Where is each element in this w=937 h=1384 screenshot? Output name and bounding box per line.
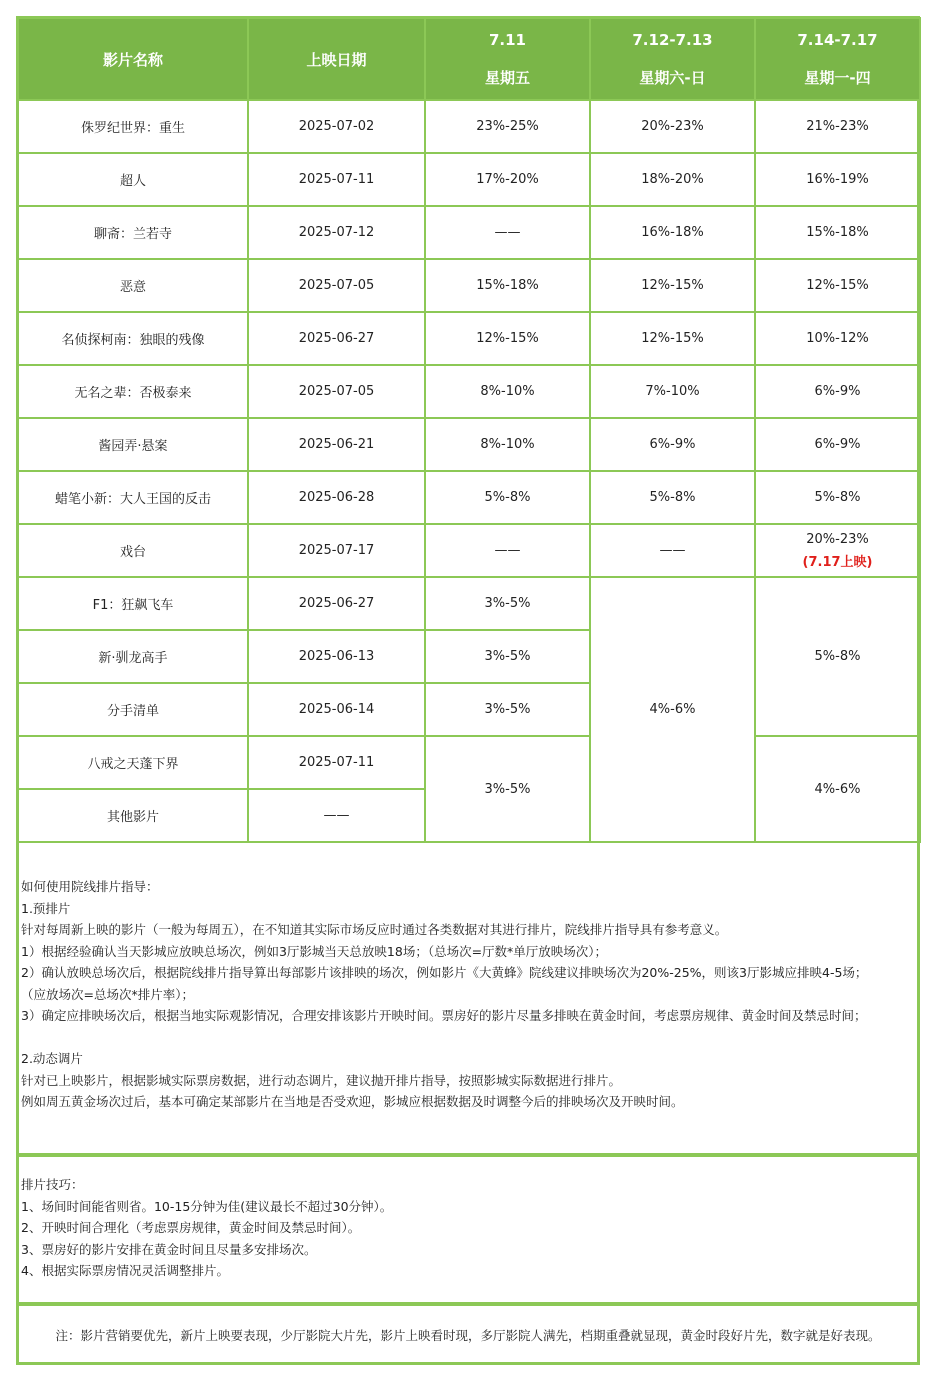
table-header-row (18, 18, 920, 100)
rate-cell: 6%-9% (755, 365, 920, 418)
rate-cell-merged: 4%-6% (590, 577, 755, 842)
rate-cell: 20%-23% (590, 100, 755, 153)
footer-note: 注：影片营销要优先，新片上映要表现，少厅影院大片先，影片上映看时现，多厅影院人满先，档期重叠就显现，黄金时段好片先，数字就是好表现。 (17, 1304, 919, 1364)
film-name: 聊斋：兰若寺 (18, 206, 248, 259)
guide-line: 3）确定应排映场次后，根据当地实际观影情况，合理安排该影片开映时间。票房好的影片尽量多排映在黄金时间，考虑票房规律、黄金时间及禁忌时间； (21, 1008, 867, 1023)
rate-cell: 17%-20% (425, 153, 590, 206)
table-row (18, 259, 920, 312)
period-date: 7.11 (488, 31, 526, 49)
rate-cell: 8%-10% (425, 365, 590, 418)
film-name: 八戒之天蓬下界 (18, 736, 248, 789)
tip-item: 4、根据实际票房情况灵活调整排片。 (21, 1263, 229, 1278)
rate-cell-merged: 5%-8% (755, 577, 920, 736)
release-date: 2025-07-11 (248, 736, 425, 789)
release-date: 2025-07-17 (248, 524, 425, 577)
period-weekday: 星期一-四 (804, 69, 871, 87)
tip-item: 2、开映时间合理化（考虑票房规律，黄金时间及禁忌时间）。 (21, 1220, 361, 1235)
rate-cell: 15%-18% (755, 206, 920, 259)
release-date: 2025-06-14 (248, 683, 425, 736)
film-name: 名侦探柯南：独眼的残像 (18, 312, 248, 365)
release-date: 2025-06-28 (248, 471, 425, 524)
rate-value: 20%-23% (806, 531, 869, 547)
table-row (18, 312, 920, 365)
rate-cell: 3%-5% (425, 577, 590, 630)
film-name: 其他影片 (18, 789, 248, 842)
guide-line: 例如周五黄金场次过后，基本可确定某部影片在当地是否受欢迎，影城应根据数据及时调整今后的排映场次及开映时间。 (21, 1094, 684, 1109)
release-date: —— (248, 789, 425, 842)
guide-title: 如何使用院线排片指导： (21, 879, 159, 894)
guide-step-title: 1.预排片 (21, 900, 71, 916)
film-name: 酱园弄·悬案 (18, 418, 248, 471)
rate-cell: —— (425, 206, 590, 259)
rate-cell: 16%-18% (590, 206, 755, 259)
guide-line: 针对每周新上映的影片（一般为每周五），在不知道其实际市场反应时通过各类数据对其进行排片，院线排片指导具有参考意义。 (21, 922, 728, 937)
rate-cell: —— (425, 524, 590, 577)
table-row (18, 153, 920, 206)
film-name: 超人 (18, 153, 248, 206)
period-weekday: 星期六-日 (639, 69, 706, 87)
rate-cell: 21%-23% (755, 100, 920, 153)
period-weekday: 星期五 (484, 69, 530, 87)
guide-section (17, 840, 919, 1155)
period-date: 7.12-7.13 (632, 31, 713, 49)
release-note: (7.17上映) (802, 554, 873, 570)
film-name: 蜡笔小新：大人王国的反击 (18, 471, 248, 524)
rate-cell: 15%-18% (425, 259, 590, 312)
table-row (18, 524, 920, 577)
rate-cell: 18%-20% (590, 153, 755, 206)
table-row (18, 206, 920, 259)
release-date: 2025-07-11 (248, 153, 425, 206)
schedule-table (17, 17, 921, 843)
table-row (18, 736, 920, 789)
rate-cell: 23%-25% (425, 100, 590, 153)
release-date: 2025-07-12 (248, 206, 425, 259)
rate-cell: 10%-12% (755, 312, 920, 365)
rate-cell: —— (590, 524, 755, 577)
film-name: 分手清单 (18, 683, 248, 736)
rate-cell: 3%-5% (425, 630, 590, 683)
rate-cell: 3%-5% (425, 683, 590, 736)
film-name: 戏台 (18, 524, 248, 577)
release-date: 2025-07-05 (248, 365, 425, 418)
rate-cell: 8%-10% (425, 418, 590, 471)
rate-cell: 12%-15% (755, 259, 920, 312)
tips-title: 排片技巧： (21, 1177, 84, 1192)
release-date: 2025-07-02 (248, 100, 425, 153)
release-date: 2025-06-27 (248, 577, 425, 630)
tip-item: 3、票房好的影片安排在黄金时间且尽量多安排场次。 (21, 1241, 317, 1257)
rate-cell-merged: 3%-5% (425, 736, 590, 842)
period-date: 7.14-7.17 (797, 31, 878, 49)
guide-line: 针对已上映影片，根据影城实际票房数据，进行动态调片，建议抛开排片指导，按照影城实际数据进行排片。 (21, 1072, 622, 1088)
rate-cell-merged: 4%-6% (755, 736, 920, 842)
film-name: 侏罗纪世界：重生 (18, 100, 248, 153)
header-date: 上映日期 (248, 18, 425, 100)
guide-line: （应放场次=总场次*排片率）； (21, 986, 194, 1002)
header-period-2 (590, 18, 755, 100)
release-date: 2025-06-13 (248, 630, 425, 683)
rate-cell: 12%-15% (590, 312, 755, 365)
film-name: 无名之辈：否极泰来 (18, 365, 248, 418)
rate-cell: 12%-15% (425, 312, 590, 365)
rate-cell: 7%-10% (590, 365, 755, 418)
table-row (18, 418, 920, 471)
release-date: 2025-06-27 (248, 312, 425, 365)
rate-cell (755, 524, 920, 577)
release-date: 2025-06-21 (248, 418, 425, 471)
guide-line: 1）根据经验确认当天影城应放映总场次，例如3厅影城当天总放映18场；（总场次=厅数*单厅放映场次）； (21, 943, 608, 959)
rate-cell: 6%-9% (590, 418, 755, 471)
header-period-3 (755, 18, 920, 100)
guide-step-title: 2.动态调片 (21, 1051, 83, 1066)
rate-cell: 16%-19% (755, 153, 920, 206)
rate-cell: 6%-9% (755, 418, 920, 471)
film-name: F1：狂飙飞车 (18, 577, 248, 630)
rate-cell: 12%-15% (590, 259, 755, 312)
rate-cell: 5%-8% (755, 471, 920, 524)
film-name: 新·驯龙高手 (18, 630, 248, 683)
tips-section (17, 1155, 919, 1304)
guide-line: 2）确认放映总场次后，根据院线排片指导算出每部影片该排映的场次，例如影片《大黄蜂》院线建议排映场次为20%-25%，则该3厅影城应排映4-5场； (21, 965, 868, 980)
table-row (18, 365, 920, 418)
header-period-1 (425, 18, 590, 100)
table-row (18, 577, 920, 630)
tip-item: 1、场间时间能省则省。10-15分钟为佳(建议最长不超过30分钟）。 (21, 1198, 393, 1214)
film-name: 恶意 (18, 259, 248, 312)
rate-cell: 5%-8% (425, 471, 590, 524)
table-row (18, 471, 920, 524)
release-date: 2025-07-05 (248, 259, 425, 312)
header-film: 影片名称 (18, 18, 248, 100)
rate-cell: 5%-8% (590, 471, 755, 524)
table-row (18, 100, 920, 153)
